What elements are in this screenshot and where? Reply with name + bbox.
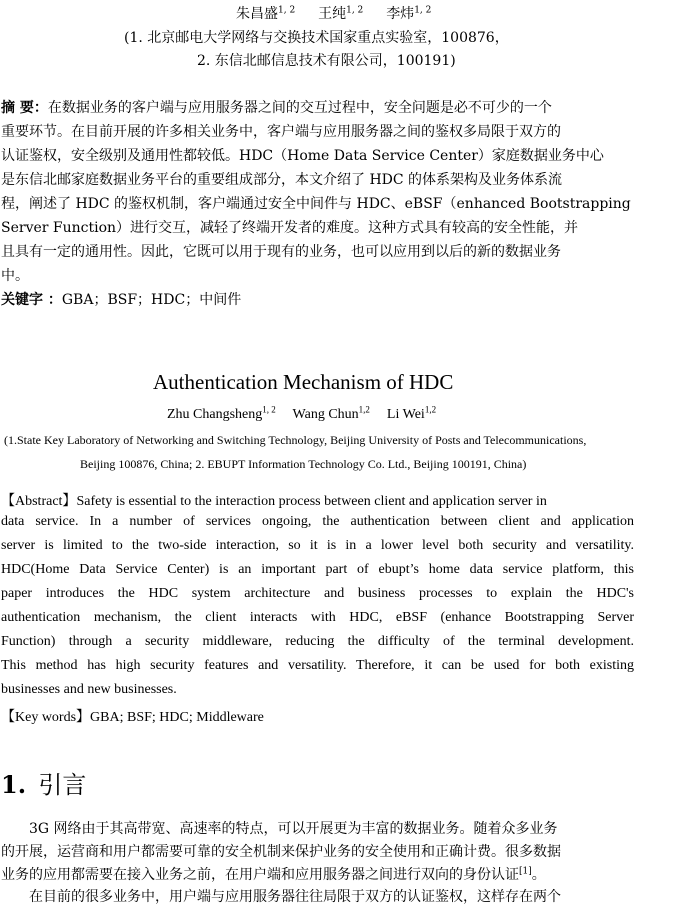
cn-abstract-line-3: 认证鉴权，安全级别及通用性都较低。HDC（Home Data Service Center）家庭数据业务中心 — [1, 148, 604, 164]
en-abstract-line-5: paper introduces the HDC system architecture and business processes to explain the HDC's — [1, 586, 634, 601]
en-abstract-line-6: authentication mechanism, the client interacts with HDC, eBSF (enhance Bootstrapping Server — [1, 610, 634, 625]
en-abstract-line-9: businesses and new businesses. — [1, 682, 177, 697]
section-heading — [1, 765, 86, 800]
en-abstract-line-3: server is limited to the two-side interaction, so it is in a lower level both security and versatility. — [1, 538, 634, 553]
body-p1-line-3-text: 业务的应用都需要在接入业务之前，在用户端和应用服务器之间进行双向的身份认证 — [1, 867, 519, 883]
cn-affiliation-line-1: (1. 北京邮电大学网络与交换技术国家重点实验室，100876， — [124, 30, 509, 46]
section-title: 引言 — [38, 771, 87, 799]
cn-author-2-sup: 1, 2 — [346, 5, 364, 16]
en-title: Authentication Mechanism of HDC — [153, 370, 454, 394]
en-author-3: Li Wei — [386, 407, 425, 422]
en-keywords-label: 【Key words】 — [1, 710, 91, 725]
cn-author-1: 朱昌盛 — [236, 6, 278, 22]
body-p2-line-1: 在目前的很多业务中，用户端与应用服务器往往局限于双方的认证鉴权，这样存在两个 — [29, 889, 561, 905]
body-p1-line-2: 的开展，运营商和用户都需要可靠的安全机制来保护业务的安全使用和正确计费。很多数据 — [1, 844, 561, 860]
en-author-2: Wang Chun — [292, 407, 359, 422]
cn-abstract-line-5: 程，阐述了 HDC 的鉴权机制，客户端通过安全中间件与 HDC、eBSF（enhanced Bootstrapping — [1, 196, 631, 212]
en-abstract-line-8: This method has high security features and versatility. Therefore, it can be used for both existing — [1, 658, 634, 673]
en-abstract-text: Safety is essential to the interaction process between client and application server in — [76, 494, 547, 509]
en-abstract-line-7: Function) through a security middleware, reducing the difficulty of the terminal development. — [1, 634, 634, 649]
cn-author-3-sup: 1, 2 — [414, 5, 432, 16]
body-p1-end: 。 — [531, 867, 546, 883]
cn-author-1-sup: 1, 2 — [278, 5, 296, 16]
en-author-3-sup: 1,2 — [424, 404, 437, 415]
cn-abstract-line-4: 是东信北邮家庭数据业务平台的重要组成部分，本文介绍了 HDC 的体系架构及业务体系流 — [1, 172, 563, 188]
cn-abstract-line-2: 重要环节。在目前开展的许多相关业务中，客户端与应用服务器之间的鉴权多局限于双方的 — [1, 124, 561, 140]
cn-affiliation-line-2: 2. 东信北邮信息技术有限公司，100191) — [197, 53, 456, 69]
en-abstract-label: 【Abstract】 — [1, 494, 77, 509]
en-affiliation-line-2: Beijing 100876, China; 2. EBUPT Information Technology Co. Ltd., Beijing 100191, China) — [80, 457, 527, 471]
en-author-1: Zhu Changsheng — [167, 407, 263, 422]
en-keywords-text: GBA; BSF; HDC; Middleware — [90, 710, 264, 725]
en-authors — [167, 404, 437, 423]
en-abstract-line-1 — [1, 490, 634, 510]
cn-abstract-line-7: 且具有一定的通用性。因此，它既可以用于现有的业务，也可以应用到以后的新的数据业务 — [1, 244, 561, 260]
cn-keywords — [1, 289, 241, 309]
cn-keywords-text: GBA；BSF；HDC；中间件 — [61, 292, 242, 308]
cn-abstract-line-8: 中。 — [1, 268, 29, 284]
cn-keywords-label: 关键字 ： — [1, 292, 62, 308]
cn-abstract-line-1 — [1, 97, 633, 117]
cn-abstract-text: 在数据业务的客户端与应用服务器之间的交互过程中，安全问题是必不可少的一个 — [47, 100, 552, 116]
cn-author-2: 王纯 — [318, 6, 347, 22]
cn-author-3: 李炜 — [386, 6, 415, 22]
cn-authors — [236, 3, 431, 23]
body-p1-line-3 — [1, 864, 546, 884]
section-number: 1. — [1, 770, 27, 799]
citation-ref: [1] — [519, 866, 532, 877]
en-affiliation-line-1: (1.State Key Laboratory of Networking and Switching Technology, Beijing University of Posts and Telecommunications, — [4, 433, 587, 447]
cn-abstract-line-6: Server Function）进行交互，减轻了终端开发者的难度。这种方式具有较高的安全性能，并 — [1, 220, 579, 236]
en-abstract-line-4: HDC(Home Data Service Center) is an important part of ebupt’s home data service platform, this — [1, 562, 634, 577]
en-author-2-sup: 1,2 — [358, 404, 370, 415]
body-p1-line-1: 3G 网络由于其高带宽、高速率的特点，可以开展更为丰富的数据业务。随着众多业务 — [29, 821, 558, 837]
en-author-1-sup: 1, 2 — [262, 404, 276, 415]
en-abstract-line-2: data service. In a number of services ongoing, the authentication between client and application — [1, 514, 634, 529]
cn-abstract-label: 摘 要： — [1, 100, 48, 116]
en-keywords — [1, 706, 264, 726]
